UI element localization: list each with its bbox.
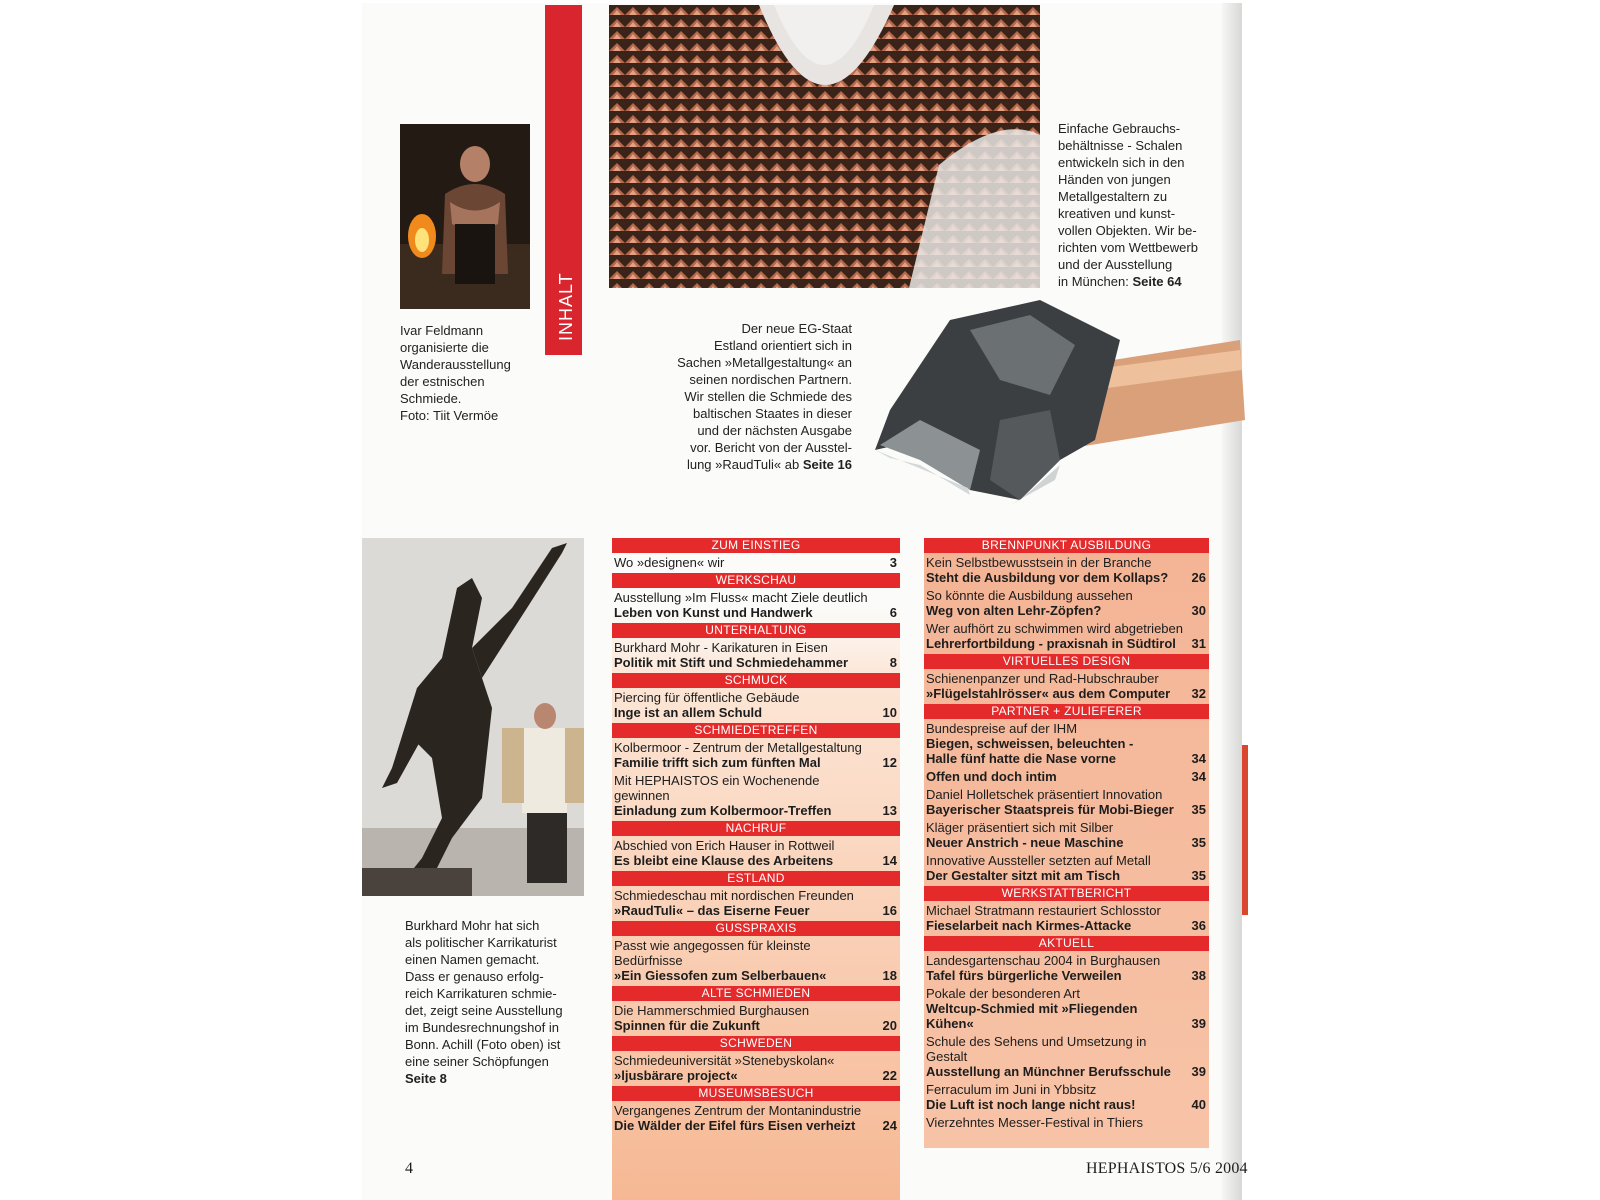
toc-entry[interactable] (924, 953, 1209, 983)
toc-entry-teaser: Pokale der besonderen Art (926, 986, 1080, 1001)
toc-entry-title: Biegen, schweissen, beleuchten - (926, 736, 1134, 751)
toc-entry-teaser: Vergangenes Zentrum der Montanindustrie (614, 1103, 862, 1118)
toc-entry-title: Fieselarbeit nach Kirmes-Attacke (926, 918, 1132, 933)
toc-entry-title: Halle fünf hatte die Nase vorne (926, 751, 1116, 766)
toc-entry-page: 26 (1191, 570, 1206, 585)
toc-entry-page: 22 (882, 1068, 897, 1083)
photo-axe (860, 300, 1245, 525)
toc-entry[interactable] (612, 690, 900, 720)
toc-entry[interactable] (612, 938, 900, 983)
toc-entry-title: Einladung zum Kolbermoor-Treffen (614, 803, 832, 818)
toc-entry-title: Weg von alten Lehr-Zöpfen? (926, 603, 1102, 618)
toc-entry-title: Die Luft ist noch lange nicht raus! (926, 1097, 1136, 1112)
toc-entry[interactable] (612, 590, 900, 620)
toc-entry-teaser: Mit HEPHAISTOS ein Wochenende gewinnen (614, 773, 820, 803)
toc-entry-teaser: Schmiedeuniversität »Stenebyskolan« (614, 1053, 835, 1068)
next-page-edge (1242, 745, 1248, 915)
toc-column-right (924, 538, 1209, 1148)
toc-entry[interactable] (612, 1053, 900, 1083)
toc-entry-page: 39 (1191, 1016, 1206, 1031)
toc-entry[interactable] (612, 773, 900, 818)
toc-entry-page: 12 (882, 755, 897, 770)
toc-entry-teaser: Piercing für öffentliche Gebäude (614, 690, 800, 705)
toc-entry-teaser: Offen und doch intim (926, 769, 1057, 784)
toc-entry[interactable] (924, 621, 1209, 651)
toc-section-header: ALTE SCHMIEDEN (612, 986, 900, 1001)
toc-entry-page: 24 (882, 1118, 897, 1133)
toc-entry-title: »Ein Giessofen zum Selberbauen« (614, 968, 827, 983)
toc-entry[interactable] (924, 1082, 1209, 1112)
toc-entry[interactable] (924, 986, 1209, 1031)
toc-section-header: SCHMUCK (612, 673, 900, 688)
photo-ivar-feldmann (400, 124, 530, 309)
toc-entry-page: 10 (882, 705, 897, 720)
photo-burkhard-mohr-sculpture (362, 538, 584, 896)
toc-entry[interactable] (924, 903, 1209, 933)
toc-entry-title: »ljusbärare project« (614, 1068, 738, 1083)
toc-entry-teaser: Ausstellung »Im Fluss« macht Ziele deutlich (614, 590, 868, 605)
toc-entry[interactable] (924, 769, 1209, 784)
magazine-issue: HEPHAISTOS 5/6 2004 (1086, 1160, 1248, 1177)
toc-entry-title: Ausstellung an Münchner Berufsschule (926, 1064, 1171, 1079)
toc-entry-page: 30 (1191, 603, 1206, 618)
toc-entry-page: 35 (1191, 868, 1206, 883)
toc-section-header: WERKSCHAU (612, 573, 900, 588)
toc-entry[interactable] (924, 555, 1209, 585)
toc-entry-teaser: Abschied von Erich Hauser in Rottweil (614, 838, 835, 853)
toc-section-header: MUSEUMSBESUCH (612, 1086, 900, 1101)
toc-entry-teaser: Michael Stratmann restauriert Schlosstor (926, 903, 1161, 918)
toc-entry-title: Die Wälder der Eifel fürs Eisen verheizt (614, 1118, 856, 1133)
toc-column-left (612, 538, 900, 1200)
toc-entry[interactable] (924, 721, 1209, 766)
toc-entry-title: Inge ist an allem Schuld (614, 705, 763, 720)
toc-entry-page: 40 (1191, 1097, 1206, 1112)
toc-entry-title: Politik mit Stift und Schmiedehammer (614, 655, 849, 670)
toc-entry-title: Familie trifft sich zum fünften Mal (614, 755, 821, 770)
toc-entry-title: Bayerischer Staatspreis für Mobi-Bieger (926, 802, 1174, 817)
toc-entry-teaser: Kolbermoor - Zentrum der Metallgestaltung (614, 740, 862, 755)
toc-entry-title: Tafel fürs bürgerliche Verweilen (926, 968, 1122, 983)
toc-section-header: SCHMIEDETREFFEN (612, 723, 900, 738)
toc-entry-title: Steht die Ausbildung vor dem Kollaps? (926, 570, 1169, 585)
page-number: 4 (405, 1160, 413, 1177)
toc-entry[interactable] (924, 853, 1209, 883)
toc-entry-teaser: Wer aufhört zu schwimmen wird abgetrieben (926, 621, 1183, 636)
caption-mohr: Burkhard Mohr hat sich als politischer Karrikaturist einen Namen gemacht. Dass er genauso erfolg- reich Karrikaturen schmie- det, zeigt seine Ausstellung im Bundesrechnungshof in Bonn. Achill (Foto oben) ist eine seiner Schöpfungen Seite 8 (405, 918, 563, 1086)
toc-entry-page: 32 (1191, 686, 1206, 701)
toc-section-header: SCHWEDEN (612, 1036, 900, 1051)
toc-entry-page: 6 (889, 605, 897, 620)
toc-entry-page: 38 (1191, 968, 1206, 983)
toc-entry-teaser: Kläger präsentiert sich mit Silber (926, 820, 1114, 835)
toc-entry-teaser: Ferraculum im Juni in Ybbsitz (926, 1082, 1097, 1097)
toc-section-header: UNTERHALTUNG (612, 623, 900, 638)
toc-entry-teaser: Bundespreise auf der IHM (926, 721, 1078, 736)
toc-entry-title: Weltcup-Schmied mit »Fliegenden Kühen« (926, 1001, 1138, 1031)
toc-entry[interactable] (612, 1003, 900, 1033)
toc-entry-teaser: Schmiedeschau mit nordischen Freunden (614, 888, 854, 903)
toc-entry-teaser: Schule des Sehens und Umsetzung in Gestalt (926, 1034, 1147, 1064)
toc-entry-title: Der Gestalter sitzt mit am Tisch (926, 868, 1121, 883)
toc-entry-page: 34 (1191, 751, 1206, 766)
toc-entry-teaser: Passt wie angegossen für kleinste Bedürfnisse (614, 938, 811, 968)
toc-entry-title: Es bleibt eine Klause des Arbeitens (614, 853, 834, 868)
toc-entry-title: Lehrerfortbildung - praxisnah in Südtirol (926, 636, 1176, 651)
inhalt-bar (545, 5, 582, 355)
toc-section-header: ZUM EINSTIEG (612, 538, 900, 553)
caption-feldmann: Ivar Feldmann organisierte die Wanderausstellung der estnischen Schmiede. Foto: Tiit Vermöe (400, 323, 511, 423)
toc-entry-page: 20 (882, 1018, 897, 1033)
toc-entry-title: Spinnen für die Zukunft (614, 1018, 760, 1033)
toc-entry-page: 13 (882, 803, 897, 818)
toc-section-header: GUSSPRAXIS (612, 921, 900, 936)
toc-entry-page: 39 (1191, 1064, 1206, 1079)
toc-entry-teaser: Wo »designen« wir (614, 555, 725, 570)
toc-entry-teaser: Landesgartenschau 2004 in Burghausen (926, 953, 1161, 968)
toc-entry-teaser: Kein Selbstbewusstsein in der Branche (926, 555, 1152, 570)
toc-entry[interactable] (924, 588, 1209, 618)
toc-entry-title: Neuer Anstrich - neue Maschine (926, 835, 1124, 850)
toc-entry-teaser: So könnte die Ausbildung aussehen (926, 588, 1133, 603)
toc-section-header: PARTNER + ZULIEFERER (924, 704, 1209, 719)
toc-entry[interactable] (612, 888, 900, 918)
caption-estland: Der neue EG-Staat Estland orientiert sich in Sachen »Metallgestaltung« an seinen nordischen Partnern. Wir stellen die Schmiede des baltischen Staates in dieser und der nächsten Ausgabe vor. Bericht von der Ausstel- lung »RaudTuli« ab Seite 16 (677, 321, 852, 472)
toc-entry-title: »RaudTuli« – das Eiserne Feuer (614, 903, 810, 918)
toc-entry[interactable] (924, 1034, 1209, 1079)
toc-entry-page: 35 (1191, 802, 1206, 817)
toc-entry[interactable] (924, 820, 1209, 850)
toc-entry-teaser: Burkhard Mohr - Karikaturen in Eisen (614, 640, 828, 655)
toc-entry-page: 35 (1191, 835, 1206, 850)
toc-entry-title: Leben von Kunst und Handwerk (614, 605, 813, 620)
toc-entry-page: 18 (882, 968, 897, 983)
toc-entry-page: 34 (1191, 769, 1206, 784)
toc-entry[interactable] (612, 555, 900, 570)
toc-entry-page: 36 (1191, 918, 1206, 933)
toc-entry-teaser: Schienenpanzer und Rad-Hubschrauber (926, 671, 1159, 686)
toc-entry-page: 31 (1191, 636, 1206, 651)
photo-copper-bowl (609, 5, 1040, 288)
toc-entry[interactable] (612, 740, 900, 770)
toc-entry-teaser: Die Hammerschmied Burghausen (614, 1003, 810, 1018)
toc-entry[interactable] (612, 838, 900, 868)
toc-section-header: AKTUELL (924, 936, 1209, 951)
toc-entry-teaser: Innovative Aussteller setzten auf Metall (926, 853, 1151, 868)
toc-entry-teaser: Vierzehntes Messer-Festival in Thiers (926, 1115, 1143, 1130)
toc-entry-teaser: Daniel Holletschek präsentiert Innovation (926, 787, 1163, 802)
caption-schalen: Einfache Gebrauchs- behältnisse - Schalen entwickeln sich in den Händen von jungen Metallgestaltern zu kreativen und kunst- vollen Objekten. Wir be- richten vom Wettbewerb und der Ausstellung in München: Seite 64 (1058, 121, 1198, 289)
inhalt-label: INHALT (556, 272, 576, 341)
toc-section-header: VIRTUELLES DESIGN (924, 654, 1209, 669)
toc-entry-title: »Flügelstahlrösser« aus dem Computer (926, 686, 1171, 701)
toc-entry[interactable] (612, 640, 900, 670)
toc-entry-page: 8 (889, 655, 897, 670)
toc-entry[interactable] (924, 1115, 1209, 1130)
toc-entry[interactable] (924, 787, 1209, 817)
toc-section-header: WERKSTATTBERICHT (924, 886, 1209, 901)
toc-section-header: NACHRUF (612, 821, 900, 836)
toc-section-header: BRENNPUNKT AUSBILDUNG (924, 538, 1209, 553)
toc-entry-page: 14 (882, 853, 897, 868)
toc-entry-page: 16 (882, 903, 897, 918)
toc-entry[interactable] (924, 671, 1209, 701)
toc-entry[interactable] (612, 1103, 900, 1133)
toc-entry-page: 3 (889, 555, 897, 570)
toc-section-header: ESTLAND (612, 871, 900, 886)
